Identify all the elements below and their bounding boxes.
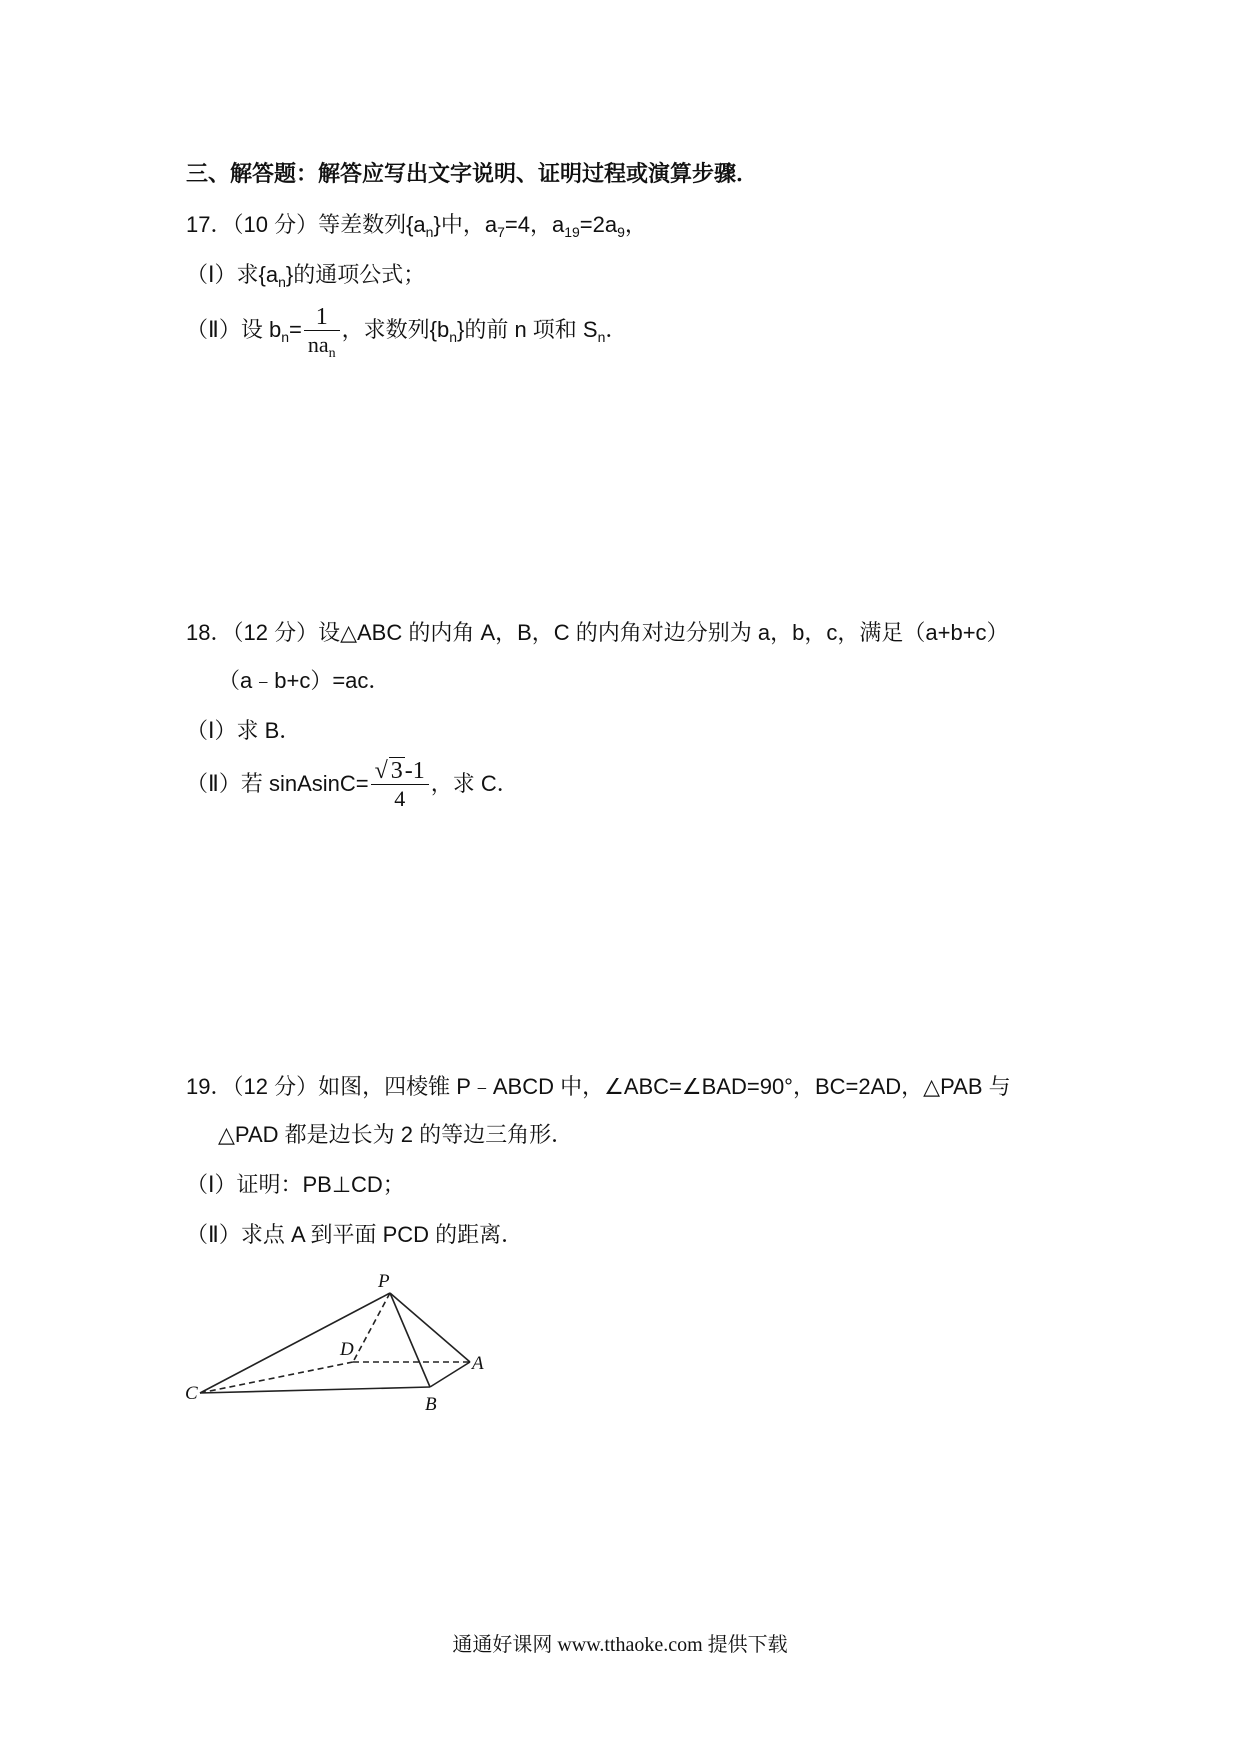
- q17-part2-text: ，求数列{b: [341, 317, 450, 342]
- q17-stem-text: ，: [624, 212, 647, 237]
- label-p: P: [378, 1271, 390, 1292]
- q17-part2-text: ．: [605, 317, 628, 342]
- q19-stem-line2: △PAD 都是边长为 2 的等边三角形．: [218, 1122, 574, 1147]
- q17-part2-text: =: [288, 317, 302, 342]
- q17-stem-text: 等差数列{a: [318, 212, 426, 237]
- q19-part2: （Ⅱ）求点 A 到平面 PCD 的距离．: [186, 1222, 524, 1247]
- q17-fraction-denominator: [304, 331, 340, 359]
- q17-subscript: n: [281, 329, 289, 345]
- q18-numerator-rest: -1: [404, 757, 425, 784]
- q19-number: 19．: [186, 1074, 233, 1099]
- q19-part1: （Ⅰ）证明：PB⊥CD；: [186, 1172, 405, 1197]
- q17-fraction: [304, 304, 340, 359]
- q17-part1-text: （Ⅰ）求{a: [186, 262, 279, 287]
- q17-fraction-numerator: 1: [304, 304, 340, 331]
- sqrt-symbol: √: [374, 757, 388, 784]
- q18-stem-line1: [186, 618, 1009, 648]
- pyramid-figure: [180, 1265, 500, 1435]
- q18-part2-text: ，求 C．: [430, 771, 519, 796]
- q17-subscript: 9: [617, 224, 625, 240]
- label-b: B: [425, 1394, 437, 1415]
- q19-stem-text: 如图，四棱锥 P﹣ABCD 中，∠ABC=∠BAD=90°，BC=2AD，△PAB 与: [318, 1074, 1011, 1099]
- q17-part1: [186, 260, 425, 290]
- sqrt-radicand: 3: [390, 757, 403, 784]
- edge-BA: [430, 1362, 470, 1387]
- edge-CB: [200, 1387, 430, 1393]
- q17-subscript: n: [425, 224, 434, 240]
- q17-stem: [186, 210, 647, 240]
- q17-fraction-den-text: na: [307, 331, 329, 357]
- q18-part2-text: （Ⅱ）若 sinAsinC=: [186, 771, 369, 796]
- q19-stem-line1: [186, 1072, 1011, 1102]
- footer-text: 通通好课网 www.tthaoke.com 提供下载: [452, 1634, 788, 1656]
- label-a: A: [472, 1353, 484, 1374]
- q18-stem-line2: （a﹣b+c）=ac．: [218, 668, 391, 693]
- q18-number: 18．: [186, 620, 233, 645]
- q18-fraction: [371, 758, 429, 813]
- q18-score: （12 分）: [232, 620, 319, 645]
- q17-part2: [186, 300, 627, 360]
- q17-subscript: n: [597, 329, 606, 345]
- q18-stem-text: 设△ABC 的内角 A，B，C 的内角对边分别为 a，b，c，满足（a+b+c）: [318, 620, 1009, 645]
- q19-score: （12 分）: [232, 1074, 319, 1099]
- q17-part2-text: （Ⅱ）设 b: [186, 317, 282, 342]
- edge-PC: [200, 1293, 390, 1393]
- label-c: C: [185, 1383, 198, 1404]
- label-d: D: [340, 1339, 354, 1360]
- q17-part2-text: }的前 n 项和 S: [457, 317, 598, 342]
- section-heading: 三、解答题：解答应写出文字说明、证明过程或演算步骤．: [186, 162, 759, 187]
- q17-stem-text: =4，a: [504, 212, 565, 237]
- q17-subscript: n: [449, 329, 457, 345]
- q18-fraction-numerator: [371, 758, 429, 785]
- q17-subscript: n: [278, 274, 286, 290]
- q17-subscript: n: [328, 345, 336, 361]
- q17-subscript: 19: [564, 224, 580, 240]
- q17-part1-text: }的通项公式；: [285, 262, 426, 287]
- edge-PB: [390, 1293, 430, 1387]
- q17-stem-text: }中，a: [433, 212, 498, 237]
- q17-stem-text: =2a: [579, 212, 618, 237]
- edge-CD: [200, 1362, 353, 1393]
- q18-part1: （Ⅰ）求 B．: [186, 718, 302, 743]
- q17-subscript: 7: [497, 224, 505, 240]
- q17-number: 17．: [186, 212, 233, 237]
- q18-part2: [186, 752, 519, 816]
- edge-PA: [390, 1293, 470, 1362]
- q18-fraction-denominator: 4: [394, 785, 406, 811]
- q17-score: （10 分）: [232, 212, 319, 237]
